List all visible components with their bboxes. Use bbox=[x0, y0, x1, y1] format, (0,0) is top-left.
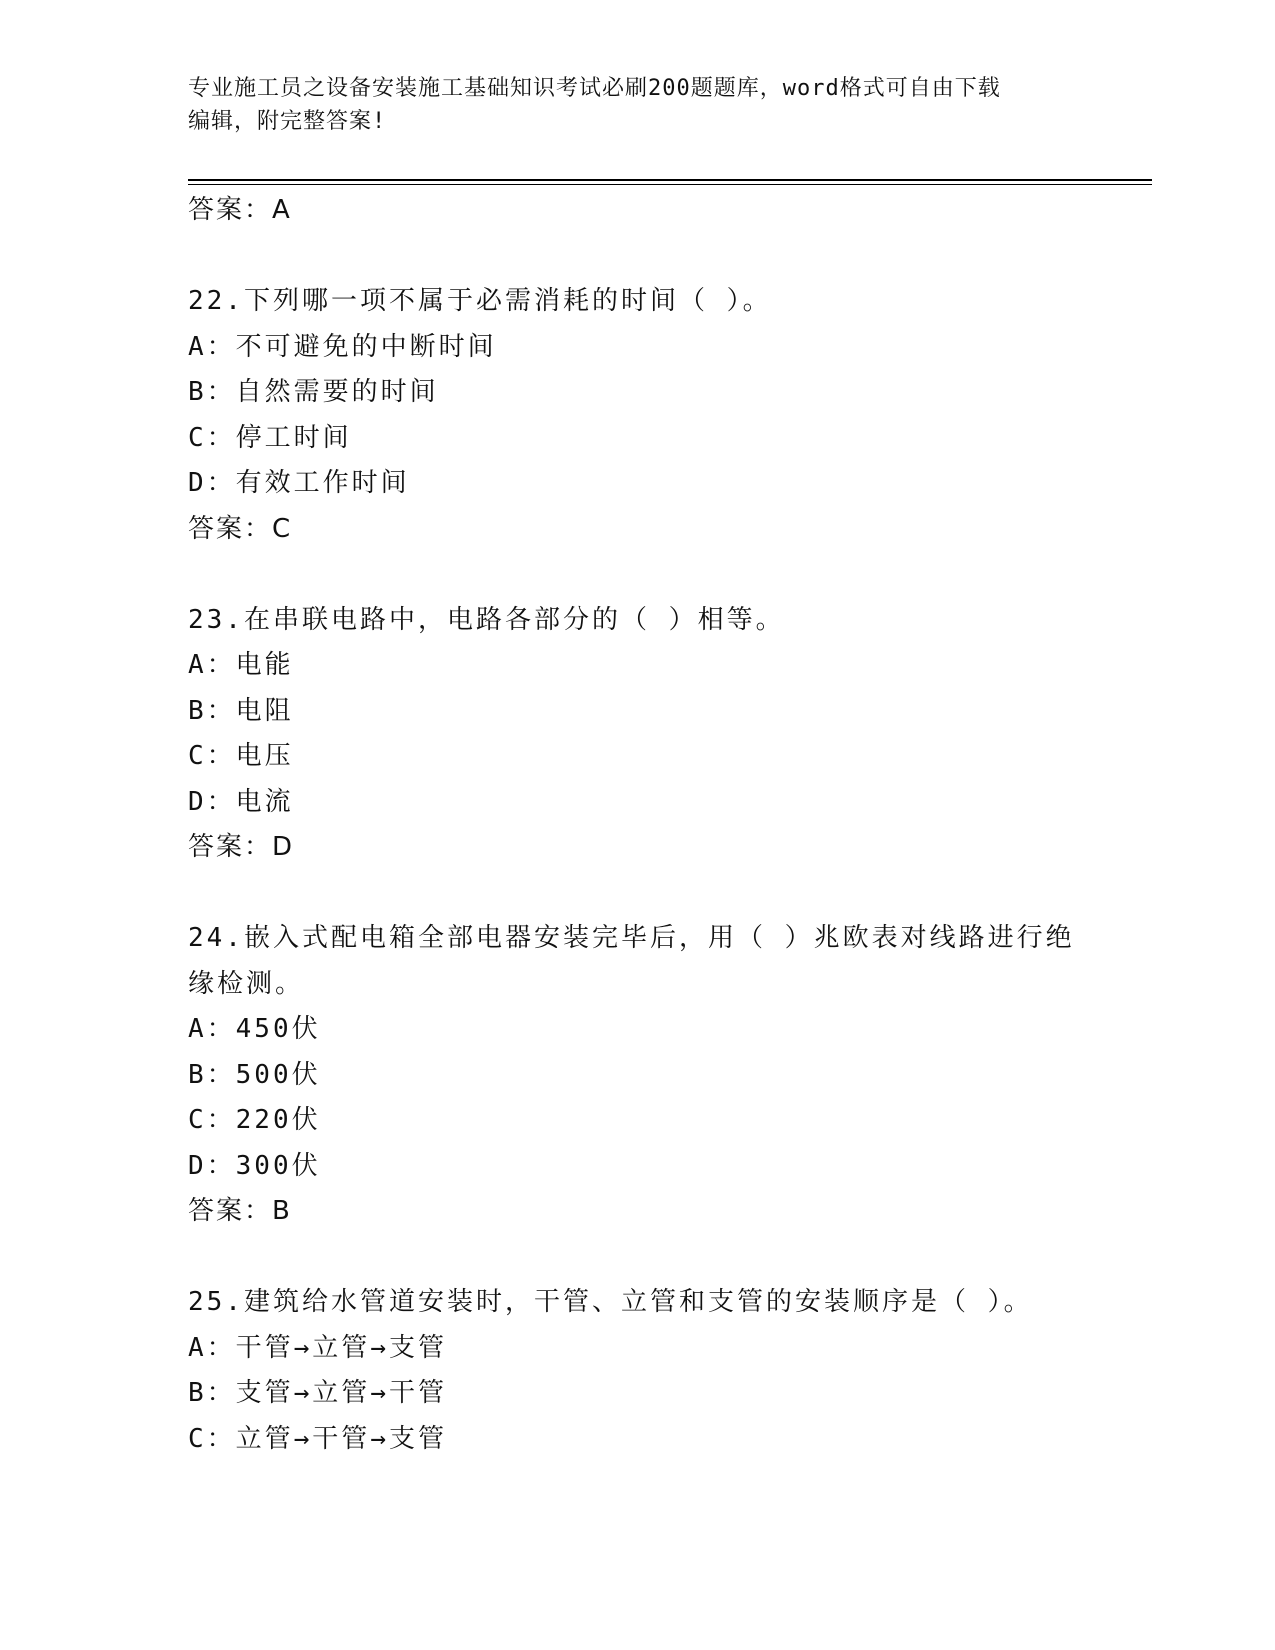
option-a: A：干管→立管→支管 bbox=[188, 1332, 447, 1363]
question-text: 23.在串联电路中，电路各部分的（ ）相等。 bbox=[188, 604, 785, 635]
spacer bbox=[188, 871, 1088, 917]
option-d: D：电流 bbox=[188, 786, 294, 817]
spacer bbox=[188, 1235, 1088, 1281]
option-a: A：450伏 bbox=[188, 1014, 321, 1044]
option-d: D：300伏 bbox=[188, 1150, 321, 1181]
question-text: 22.下列哪一项不属于必需消耗的时间（ ）。 bbox=[188, 286, 772, 316]
option-b: B：支管→立管→干管 bbox=[188, 1378, 447, 1408]
option-c: C：立管→干管→支管 bbox=[188, 1423, 447, 1454]
option-b: B：自然需要的时间 bbox=[188, 377, 439, 407]
spacer bbox=[188, 552, 1088, 598]
question-text-line2: 缘检测。 bbox=[188, 968, 305, 999]
header-title-line1: 专业施工员之设备安装施工基础知识考试必刷200题题库，word格式可自由下载 bbox=[188, 76, 1001, 101]
header-title-line2: 编辑，附完整答案! bbox=[188, 109, 387, 134]
header-divider-thin bbox=[188, 184, 1152, 185]
previous-answer: 答案：A bbox=[188, 195, 292, 225]
spacer bbox=[188, 234, 1088, 280]
header-divider-thick bbox=[188, 179, 1152, 181]
question-list bbox=[188, 188, 1088, 1462]
question-text: 25.建筑给水管道安装时，干管、立管和支管的安装顺序是（ ）。 bbox=[188, 1287, 1033, 1317]
answer-text: 答案：D bbox=[188, 832, 295, 862]
option-a: A：电能 bbox=[188, 650, 294, 680]
question-24 bbox=[188, 916, 1088, 1235]
question-22 bbox=[188, 279, 1088, 552]
option-c: C：电压 bbox=[188, 741, 294, 771]
option-b: B：500伏 bbox=[188, 1059, 321, 1090]
document-header bbox=[188, 72, 1068, 138]
option-a: A：不可避免的中断时间 bbox=[188, 331, 497, 362]
answer-text: 答案：B bbox=[188, 1196, 292, 1226]
answer-text: 答案：C bbox=[188, 513, 293, 544]
option-c: C：停工时间 bbox=[188, 422, 352, 453]
question-text-line1: 24.嵌入式配电箱全部电器安装完毕后，用（ ）兆欧表对线路进行绝 bbox=[188, 923, 1075, 953]
question-25 bbox=[188, 1280, 1088, 1462]
option-b: B：电阻 bbox=[188, 695, 294, 726]
option-d: D：有效工作时间 bbox=[188, 468, 410, 498]
question-23 bbox=[188, 598, 1088, 871]
option-c: C：220伏 bbox=[188, 1105, 321, 1135]
